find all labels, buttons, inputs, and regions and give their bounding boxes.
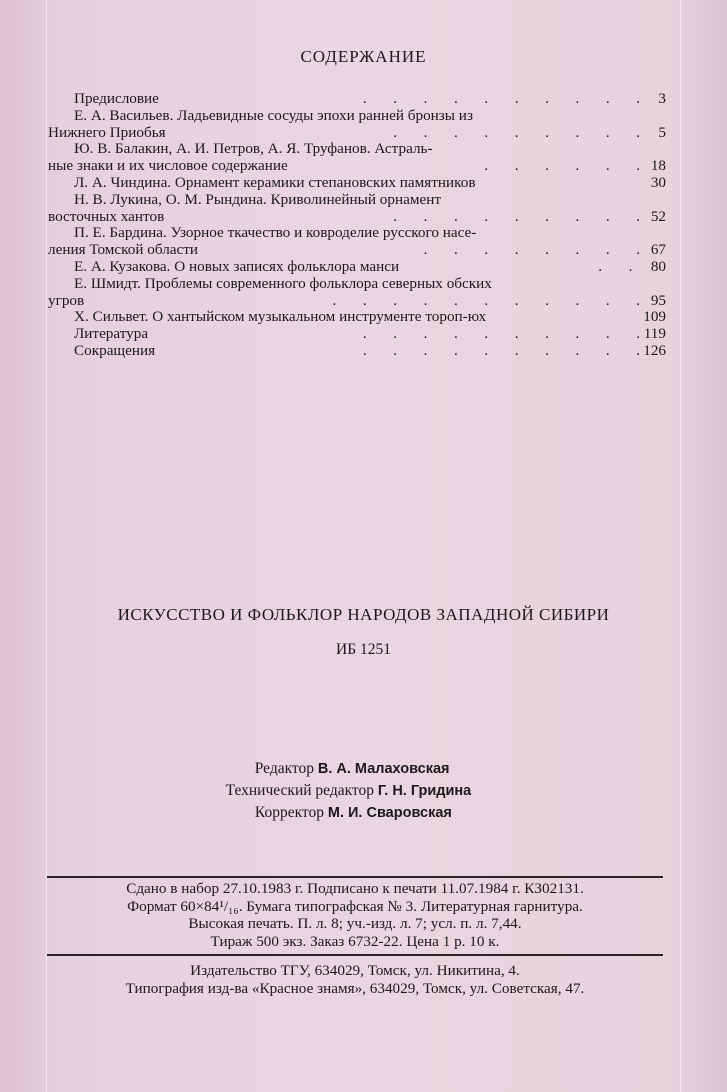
publisher-line: Издательство ТГУ, 634029, Томск, ул. Никитина, 4. — [190, 962, 520, 979]
toc-entry-text: Литература — [74, 325, 149, 343]
toc-page-number: 52 — [650, 207, 666, 225]
toc-entry — [48, 125, 668, 142]
toc-entry-text: Ю. В. Балакин, А. И. Петров, А. Я. Труфанов. Астраль- — [74, 140, 433, 158]
toc-entry-text: П. Е. Бардина. Узорное ткачество и ковроделие русского насе- — [74, 224, 477, 242]
toc-leader: . . . . . . . . . . . — [332, 291, 640, 309]
staff-role: Корректор — [254, 804, 324, 821]
staff-role: Редактор — [254, 760, 314, 777]
toc-page-number: 109 — [643, 308, 666, 326]
toc-leader: . . . . . . . . . — [393, 123, 640, 141]
imprint-block — [47, 880, 663, 950]
toc-entry — [48, 326, 668, 343]
toc-entry — [48, 158, 668, 175]
toc-entry — [48, 209, 668, 226]
toc-page-number: 80 — [650, 257, 666, 275]
toc-heading: СОДЕРЖАНИЕ — [300, 47, 427, 66]
staff-name: Г. Н. Гридина — [377, 783, 472, 799]
staff-name: В. А. Малаховская — [317, 761, 450, 777]
toc-page-number: 18 — [650, 157, 666, 175]
toc-entry — [48, 259, 668, 276]
ib-number: ИБ 1251 — [336, 641, 391, 658]
toc-leader: . . . . . . . . . — [393, 207, 640, 225]
toc-entry-text: ления Томской области — [48, 241, 199, 259]
toc-entry-text: Х. Сильвет. О хантыйском музыкальном инструменте тороп-юх — [74, 308, 487, 326]
toc-entry — [48, 276, 668, 293]
toc-page-number: 126 — [643, 341, 666, 359]
toc-page-number: 30 — [650, 173, 666, 191]
toc-entry — [48, 91, 668, 108]
toc-page-number: 119 — [643, 325, 666, 343]
toc-page-number: 95 — [650, 291, 666, 309]
toc-leader: . . . . . . — [484, 157, 640, 175]
staff-name: М. И. Сваровская — [327, 805, 452, 821]
toc-entry-text: Сокращения — [74, 341, 156, 359]
table-of-contents — [48, 91, 668, 360]
toc-entry-text: Л. А. Чиндина. Орнамент керамики степановских памятников — [74, 173, 476, 191]
book-title: ИСКУССТВО И ФОЛЬКЛОР НАРОДОВ ЗАПАДНОЙ СИБИРИ — [117, 605, 610, 624]
toc-entry — [48, 225, 668, 242]
toc-page-number: 3 — [658, 90, 666, 107]
toc-entry — [48, 175, 668, 192]
toc-entry — [48, 192, 668, 209]
toc-entry-text: Н. В. Лукина, О. М. Рындина. Криволинейный орнамент — [74, 190, 441, 208]
toc-entry — [48, 293, 668, 310]
toc-entry — [48, 309, 668, 326]
toc-entry-text: восточных хантов — [48, 207, 165, 225]
staff-role: Технический редактор — [225, 782, 374, 799]
toc-entry-text: Предисловие — [74, 90, 159, 107]
edge-line-right — [680, 0, 681, 1092]
toc-leader: . . . . . . . . . . — [362, 90, 640, 107]
toc-page-number: 5 — [658, 123, 666, 141]
toc-entry — [48, 141, 668, 158]
toc-entry-text: Е. Шмидт. Проблемы современного фольклора северных обских — [74, 274, 492, 292]
toc-entry-text: Е. А. Кузакова. О новых записях фольклора манси — [74, 257, 400, 275]
rule-bottom — [47, 954, 663, 956]
rule-top — [47, 876, 663, 878]
toc-leader: . . . . . . . . . . — [362, 325, 640, 343]
imprint-line: Сдано в набор 27.10.1983 г. Подписано к печати 11.07.1984 г. КЗ02131. — [126, 880, 584, 897]
toc-leader: . . — [598, 257, 640, 275]
imprint-line: Формат 60×84¹/₁₆. Бумага типографская № 3. Литературная гарнитура. — [127, 897, 583, 915]
staff-tech-editor — [0, 782, 727, 800]
staff-proofreader — [0, 804, 727, 822]
toc-entry — [48, 343, 668, 360]
publisher-block — [47, 962, 663, 997]
publisher-line: Типография изд-ва «Красное знамя», 634029, Томск, ул. Советская, 47. — [125, 979, 585, 997]
toc-leader: . . . . . . . . — [423, 241, 640, 259]
toc-page-number: 67 — [650, 241, 666, 259]
staff-editor — [0, 760, 727, 778]
toc-entry-text: угров — [48, 291, 85, 309]
imprint-line: Высокая печать. П. л. 8; уч.-изд. л. 7; усл. п. л. 7,44. — [188, 915, 522, 932]
toc-entry-text: Е. А. Васильев. Ладьевидные сосуды эпохи ранней бронзы из — [74, 106, 473, 124]
toc-entry — [48, 242, 668, 259]
toc-entry — [48, 108, 668, 125]
toc-leader: . . . . . . . . . . — [362, 341, 640, 359]
imprint-line: Тираж 500 экз. Заказ 6732-22. Цена 1 р. 10 к. — [210, 932, 500, 950]
toc-entry-text: Нижнего Приобья — [48, 123, 166, 141]
toc-entry-text: ные знаки и их числовое содержание — [48, 157, 288, 175]
